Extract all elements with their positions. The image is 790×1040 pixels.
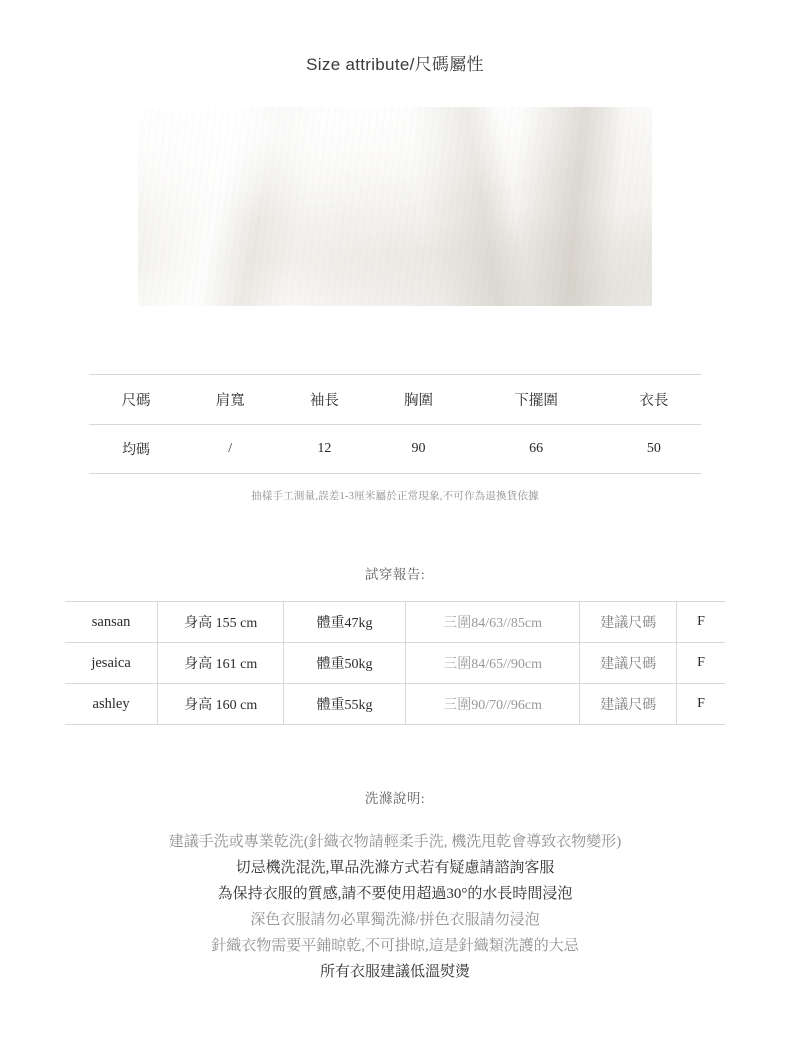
size-cell-length: 50 [646,441,661,456]
wash-instructions-list [0,829,790,985]
model-height: 身高 155 cm [158,602,284,643]
measurement-note: 抽樣手工測量,誤差1-3厘米屬於正常現象,不可作為退換貨依據 [251,491,539,502]
size-cell-sleeve: 12 [317,441,332,456]
model-name: sansan [65,602,158,643]
table-row [65,684,725,725]
table-row [65,602,725,643]
list-item: 深色衣服請勿必單獨洗滌/拼色衣服請勿浸泡 [250,912,540,928]
size-col-header-sleeve: 袖長 [309,393,339,409]
model-height: 身高 161 cm [158,643,284,684]
fit-report-table [65,601,725,725]
size-cell-shoulder: / [228,441,233,456]
model-height: 身高 160 cm [158,684,284,725]
list-item: 切忌機洗混洗,單品洗滌方式若有疑慮請諮詢客服 [235,860,555,876]
fit-report-body [65,602,725,725]
page-title: Size attribute/尺碼屬性 [306,55,484,74]
size-chart-table [89,374,701,474]
size-col-header-shoulder: 肩寬 [215,393,245,409]
size-table-section [89,374,701,503]
fabric-closeup-photo [138,107,652,306]
recommended-size-label: 建議尺碼 [580,684,677,725]
model-weight: 體重47kg [284,602,406,643]
model-weight: 體重55kg [284,684,406,725]
table-row [89,425,701,474]
fit-report-title: 試穿報告: [364,567,426,582]
model-name: jesaica [65,643,158,684]
table-row [65,643,725,684]
size-cell-bust: 90 [411,441,426,456]
recommended-size-value: F [697,655,705,670]
size-col-header-length: 衣長 [639,393,669,409]
list-item: 建議手洗或專業乾洗(針織衣物請輕柔手洗, 機洗甩乾會導致衣物變形) [168,834,622,850]
size-table-head [89,375,701,425]
list-item: 針織衣物需要平鋪晾乾,不可掛晾,這是針織類洗護的大忌 [211,938,579,954]
model-measurements: 三圍84/63//85cm [405,602,580,643]
size-col-header-hem: 下擺圍 [514,393,558,409]
recommended-size-value: F [697,696,705,711]
table-header-row [89,375,701,425]
fabric-texture-image [138,107,652,306]
recommended-size-label: 建議尺碼 [580,602,677,643]
recommended-size-label: 建議尺碼 [580,643,677,684]
list-item: 為保持衣服的質感,請不要使用超過30°的水長時間浸泡 [217,886,573,902]
size-cell-size: 均碼 [122,443,151,458]
model-measurements: 三圍84/65//90cm [405,643,580,684]
size-col-header-bust: 胸圍 [403,393,433,409]
model-weight: 體重50kg [284,643,406,684]
size-table-body [89,425,701,474]
wash-instructions-title: 洗滌說明: [364,791,426,806]
size-col-header-size: 尺碼 [121,393,151,409]
fit-report-section [65,601,725,725]
recommended-size-value: F [697,614,705,629]
model-measurements: 三圍90/70//96cm [405,684,580,725]
size-cell-hem: 66 [529,441,544,456]
model-name: ashley [65,684,158,725]
list-item: 所有衣服建議低溫熨燙 [319,964,470,980]
